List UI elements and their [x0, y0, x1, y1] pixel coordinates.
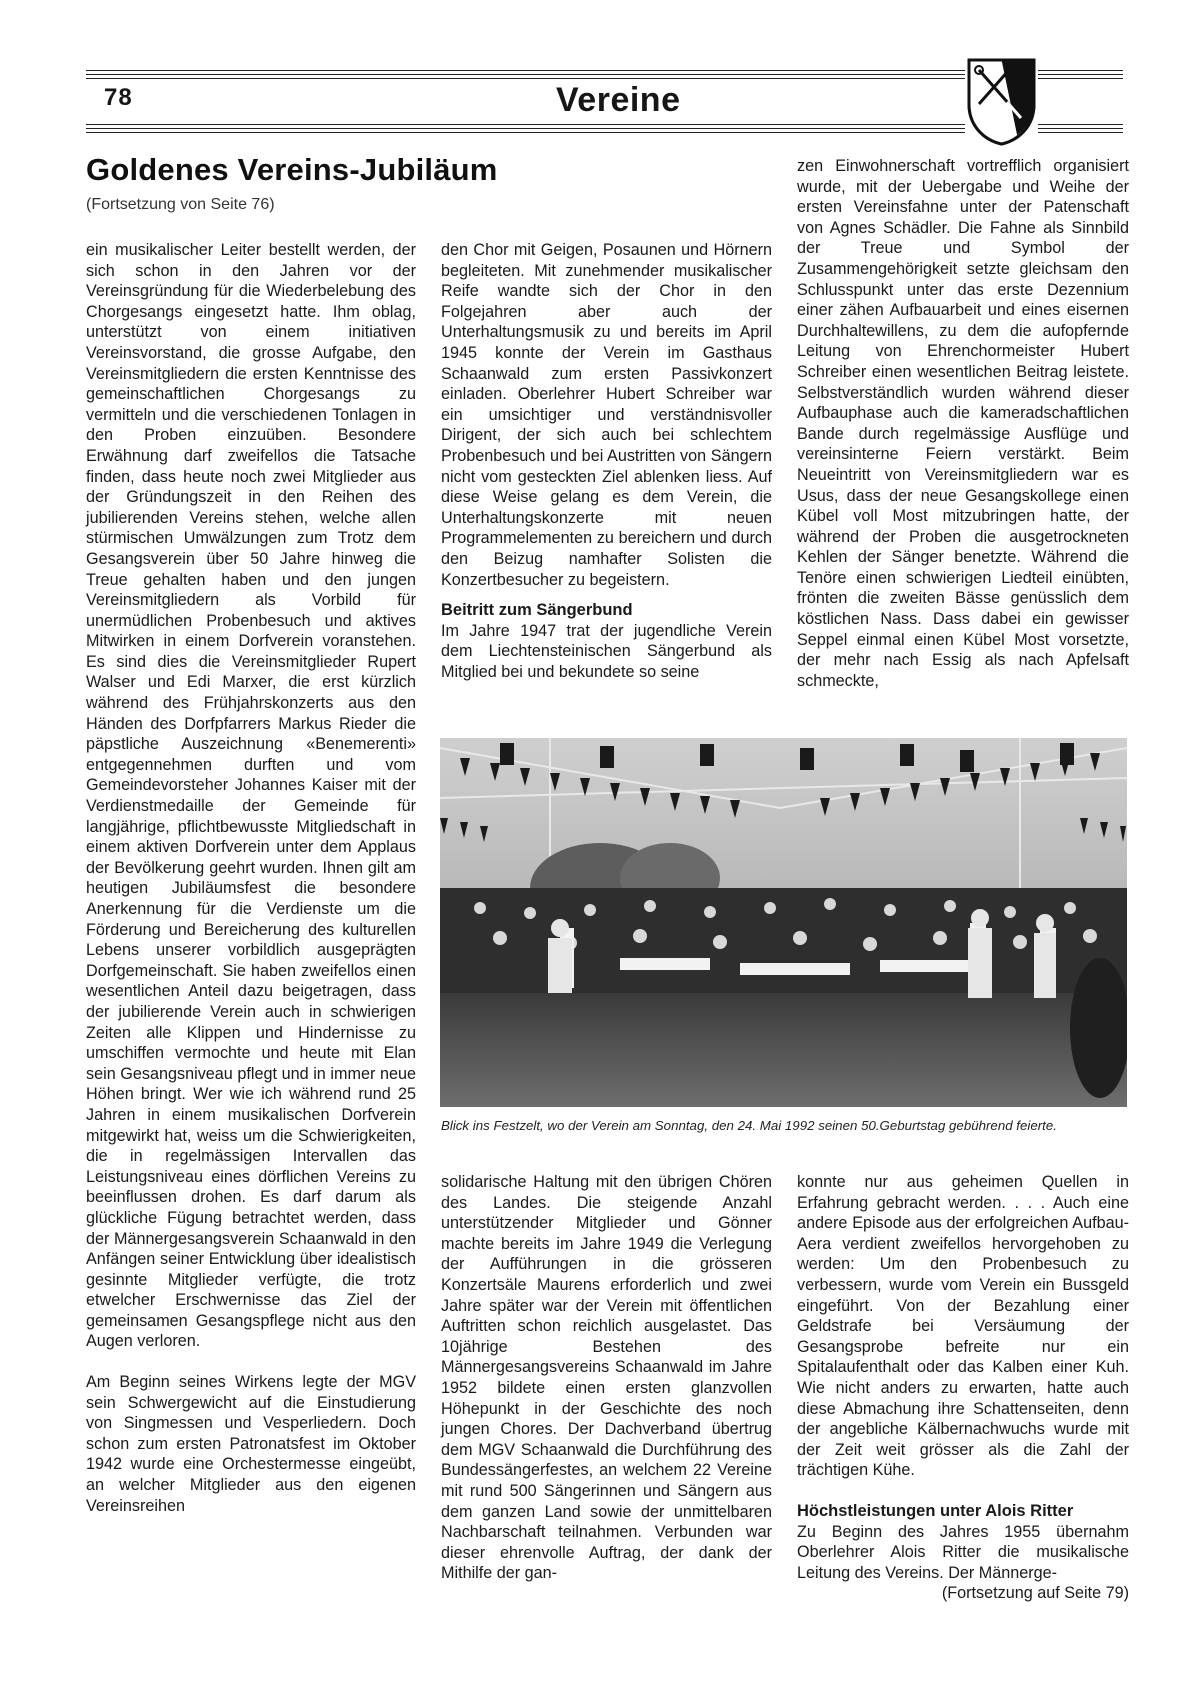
page-number: 78 [104, 84, 133, 111]
subheading-saengerbund: Beitritt zum Sängerbund [441, 601, 633, 620]
continued-on-note: (Fortsetzung auf Seite 79) [941, 1584, 1129, 1603]
column-3-bottom [797, 1172, 1129, 1604]
photo-caption: Blick ins Festzelt, wo der Verein am Sonntag, den 24. Mai 1992 seinen 50.Geburtstag gebührend feierte. [441, 1118, 1057, 1133]
column-2-bottom [441, 1172, 772, 1584]
paragraph: Zu Beginn des Jahres 1955 übernahm Oberlehrer Alois Ritter die musikalische Leitung des Vereins. Der Männerge- [797, 1522, 1129, 1582]
paragraph: zen Einwohnerschaft vortrefflich organisiert wurde, mit der Uebergabe und Weihe der ersten Vereinsfahne unter der Patenschaft von Agnes Schädler. Die Fahne als Sinnbild der Treue und Symbol der Zusammengehörigkeit setzte gleichsam den Schlusspunkt unter das erste Dezennium einer zähen Aufbauarbeit und eines eisernen Durchhaltewillens, zu dem die aufopfernde Leitung von Ehrenchormeister Hubert Schreiber einen wesentlichen Beitrag leistete. Selbstverständlich wurden während dieser Aufbauphase auch die kameradschaftlichen Bande durch regelmässige Ausflüge und vereinsinterne Feiern verstärkt. Beim Neueintritt von Vereinsmitgliedern war es Usus, dass der neue Gesangskollege einen Kübel voll Most mitzubringen hatte, der während der Proben die ausgetrockneten Kehlen der Sänger benetzte. Während die Tenöre einen schwierigen Liedteil einübten, frönten die zweiten Bässe genüsslich dem köstlichen Nass. Dass dabei ein gewisser Seppel einmal einen Kübel Most vorsetzte, der mehr nach Essig als nach Apfelsaft schmeckte, [797, 157, 1129, 690]
paragraph: ein musikalischer Leiter bestellt werden, der sich schon in den Jahren vor der Vereinsgründung für die Wiederbelebung des Chorgesangs eingesetzt hatte. Ihm oblag, unterstützt von einem initiativen Vereinsvorstand, die grosse Aufgabe, den Vereinsmitgliedern die ersten Kenntnisse des gemeinschaftlichen Chorgesangs zu vermitteln und die verschiedenen Tonlagen in den Proben einzuüben. Besondere Erwähnung darf zweifellos die Tatsache finden, dass heute noch zwei Mitglieder aus der Gründungszeit in den Reihen des jubilierenden Vereins stehen, welche allen stürmischen Umwälzungen zum Trotz dem Gesangsverein über 50 Jahre hinweg die Treue gehalten haben und den jungen Vereinsmitgliedern als Vorbild für unermüdlichen Probenbesuch und aktives Mitwirken in einem Dorfverein voranstehen. Es sind dies die Vereinsmitglieder Rupert Walser und Edi Marxer, die erst kürzlich während des Frühjahrskonzerts aus den Händen des Dorfpfarrers Markus Rieder die päpstliche Auszeichnung «Benemerenti» entgegennehmen durften und vom Gemeindevorsteher Johannes Kaiser mit der Verdienstmedaille der Gemeinde für langjährige, pflichtbewusste Mitgliedschaft in einem aktiven Dorfverein unter dem Applaus der Bevölkerung geehrt wurden. Ihnen gilt am heutigen Jubiläumsfest die besondere Anerkennung für die Verdienste um die Förderung und Bereicherung des kulturellen Lebens unserer vorbildlich ausgeprägten Dorfgemeinschaft. Sie haben zweifellos einen wesentlichen Anteil dazu beigetragen, dass der jubilierende Verein auch in schwierigen Zeiten alle Klippen und Hindernisse zu umschiffen vermochte und heute mit Elan sein Gesangsniveau pflegt und in immer neue Höhen bringt. Wer wie ich während rund 25 Jahren in einem musikalischen Dorfverein mitgewirkt hat, weiss um die Schwierigkeiten, die in regelmässigen Intervallen das Leistungsniveau eines dörflichen Vereins zu beeinflussen drohen. Es darf darum als glückliche Fügung betrachtet werden, dass der Männergesangsverein Schaanwald in den Anfängen seiner Entwicklung über idealistisch gesinnte Mitglieder verfügte, die trotz etwelcher Erschwernisse das Ziel der gemeinsamen Gesangspflege nicht aus den Augen verloren. [86, 241, 416, 1351]
continued-from-note: (Fortsetzung von Seite 76) [86, 196, 275, 213]
coat-of-arms-shield-icon [965, 56, 1038, 146]
subheading-alois-ritter: Höchstleistungen unter Alois Ritter [797, 1501, 1074, 1520]
article-title: Goldenes Vereins-Jubiläum [86, 152, 498, 187]
column-2 [441, 240, 772, 682]
paragraph: konnte nur aus geheimen Quellen in Erfahrung gebracht werden. . . . Auch eine andere Episode aus der erfolgreichen Aufbau-Aera verdient zweifellos hervorgehoben zu werden: Um den Probenbesuch zu verbessern, wurde vom Verein ein Bussgeld eingeführt. Von der Bezahlung einer Geldstrafe bei Versäumung der Gesangsprobe befreite nur ein Spitalaufenthalt oder das Kalben einer Kuh. Wie nicht anders zu erwarten, hatte auch diese Abmachung ihre Schattenseiten, denn der angebliche Kälbernachwuchs wurde mit der Zeit weit grösser als die Zahl der trächtigen Kühe. [797, 1173, 1129, 1480]
paragraph: Am Beginn seines Wirkens legte der MGV sein Schwergewicht auf die Einstudierung von Singmessen und Vesperliedern. Doch schon zum ersten Patronatsfest im Oktober 1942 wurde eine Orchestermesse eingeübt, an welcher Mitglieder aus den eigenen Vereinsreihen [86, 1373, 416, 1515]
column-1 [86, 240, 416, 1516]
section-title: Vereine [556, 81, 681, 119]
paragraph: Im Jahre 1947 trat der jugendliche Verein dem Liechtensteinischen Sängerbund als Mitglied bei und bekundete so seine [441, 621, 772, 681]
paragraph: solidarische Haltung mit den übrigen Chören des Landes. Die steigende Anzahl unterstützender Mitglieder und Gönner machte bereits im Jahre 1949 die Verlegung der Aufführungen in die grösseren Konzertsäle Maurens erforderlich und zwei Jahre später war der Verein mit öffentlichen Auftritten schon reichlich ausgelastet. Das 10jährige Bestehen des Männergesangsvereins Schaanwald im Jahre 1952 bildete einen ersten glanzvollen Höhepunkt in der Geschichte des noch jungen Chores. Der Dachverband übertrug dem MGV Schaanwald die Durchführung des Bundessängerfestes, an welchem 22 Vereine mit rund 500 Sängerinnen und Sängern aus dem ganzen Land sowie der unmittelbaren Nachbarschaft teilnahmen. Verbunden war dieser ehrenvolle Auftrag, der dank der Mithilfe der gan- [441, 1173, 772, 1583]
festival-tent-photo [440, 738, 1127, 1107]
paragraph: den Chor mit Geigen, Posaunen und Hörnern begleiteten. Mit zunehmender musikalischer Reife wandte sich der Chor in den Folgejahren aber auch der Unterhaltungsmusik zu und bereits im April 1945 konnte der Verein im Gasthaus Schaanwald zum ersten Passivkonzert einladen. Oberlehrer Hubert Schreiber war ein umsichtiger und verständnisvoller Dirigent, der sich auch bei schlechtem Probenbesuch und bei Austritten von Sängern nicht vom gesteckten Ziel ablenken liess. Auf diese Weise gelang es dem Verein, die Unterhaltungskonzerte mit neuen Programmelementen zu bereichern und durch den Beizug namhafter Solisten die Konzertbesucher zu begeistern. [441, 241, 772, 589]
column-3 [797, 156, 1129, 691]
